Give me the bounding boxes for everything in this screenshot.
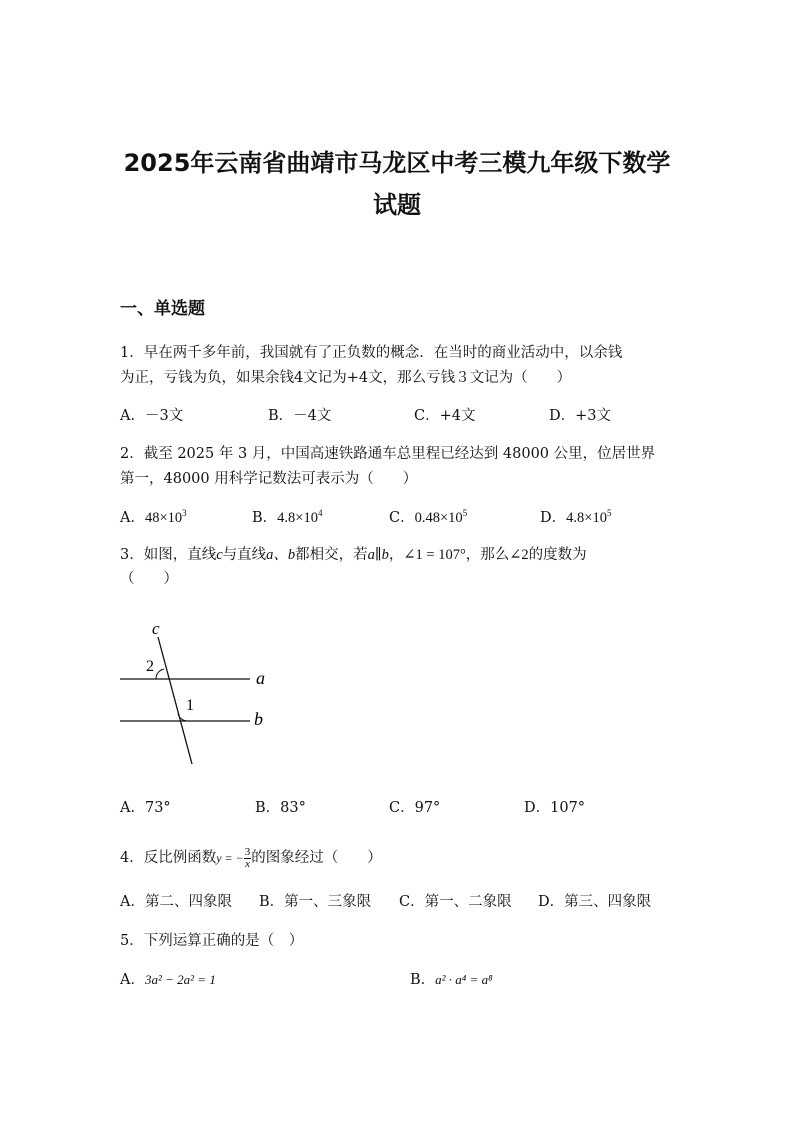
label-a: a bbox=[256, 668, 265, 688]
q4-option-a[interactable]: A．第二、四象限 bbox=[120, 894, 232, 910]
q5-option-a[interactable]: A．3a² − 2a² = 1 bbox=[120, 972, 216, 988]
label-2: 2 bbox=[146, 658, 154, 675]
q3-stem-line-2: （ ） bbox=[120, 571, 178, 587]
q3-option-a[interactable]: A．73° bbox=[120, 800, 171, 816]
q4-option-c[interactable]: C．第一、二象限 bbox=[399, 894, 512, 910]
q1-stem-line-2: 为正，亏钱为负，如果余钱4文记为+4文，那么亏钱３文记为（ ） bbox=[120, 370, 572, 386]
q5-stem: 5．下列运算正确的是（ ） bbox=[120, 933, 304, 949]
q1-option-d[interactable]: D．+3文 bbox=[549, 408, 612, 424]
label-c: c bbox=[152, 619, 160, 638]
q3-option-c[interactable]: C．97° bbox=[389, 800, 441, 816]
q2-option-a[interactable]: A．$48\times 10^3$ bbox=[120, 508, 187, 526]
q1-option-b[interactable]: B．－4文 bbox=[268, 408, 332, 424]
title-line-2: 试题 bbox=[373, 191, 421, 219]
q1-option-c[interactable]: C．+4文 bbox=[414, 408, 476, 424]
q1-option-a[interactable]: A．－3文 bbox=[120, 408, 184, 424]
q4-fraction: $\frac{3}{x}$ bbox=[244, 845, 251, 870]
q1-stem-line-1: 1．早在两千多年前，我国就有了正负数的概念．在当时的商业活动中，以余钱 bbox=[120, 345, 623, 361]
q3-figure bbox=[110, 615, 280, 770]
q2-option-b[interactable]: B．$4.8\times 10^4$ bbox=[252, 508, 323, 526]
q2-option-d[interactable]: D．$4.8\times 10^5$ bbox=[540, 508, 612, 526]
q3-option-d[interactable]: D．107° bbox=[524, 800, 586, 816]
q4-option-d[interactable]: D．第三、四象限 bbox=[538, 894, 652, 910]
section-heading: 一、单选题 bbox=[120, 299, 205, 319]
q3-stem-line-1: 3．如图，直线c与直线a、b都相交，若a∥b，∠1 = 107°，那么∠2的度数为 bbox=[120, 547, 587, 563]
angle-2-arc bbox=[156, 669, 164, 679]
q3-option-b[interactable]: B．83° bbox=[255, 800, 306, 816]
q4-stem: 4．反比例函数y = − $\frac{3}{x}$ 的图象经过（ ） bbox=[120, 845, 382, 870]
q5-option-b[interactable]: B．a² · a⁴ = a⁸ bbox=[410, 972, 493, 988]
q2-stem-line-2: 第一，48000 用科学记数法可表示为（ ） bbox=[120, 471, 418, 487]
title-line-1: 2025年云南省曲靖市马龙区中考三模九年级下数学 bbox=[123, 149, 671, 177]
label-b: b bbox=[254, 709, 263, 729]
q2-option-c[interactable]: C．$0.48\times 10^5$ bbox=[389, 508, 468, 526]
q2-stem-line-1: 2．截至 2025 年 3 月，中国高速铁路通车总里程已经达到 48000 公里，位居世界 bbox=[120, 446, 656, 462]
label-1: 1 bbox=[186, 697, 194, 714]
q4-option-b[interactable]: B．第一、三象限 bbox=[259, 894, 372, 910]
